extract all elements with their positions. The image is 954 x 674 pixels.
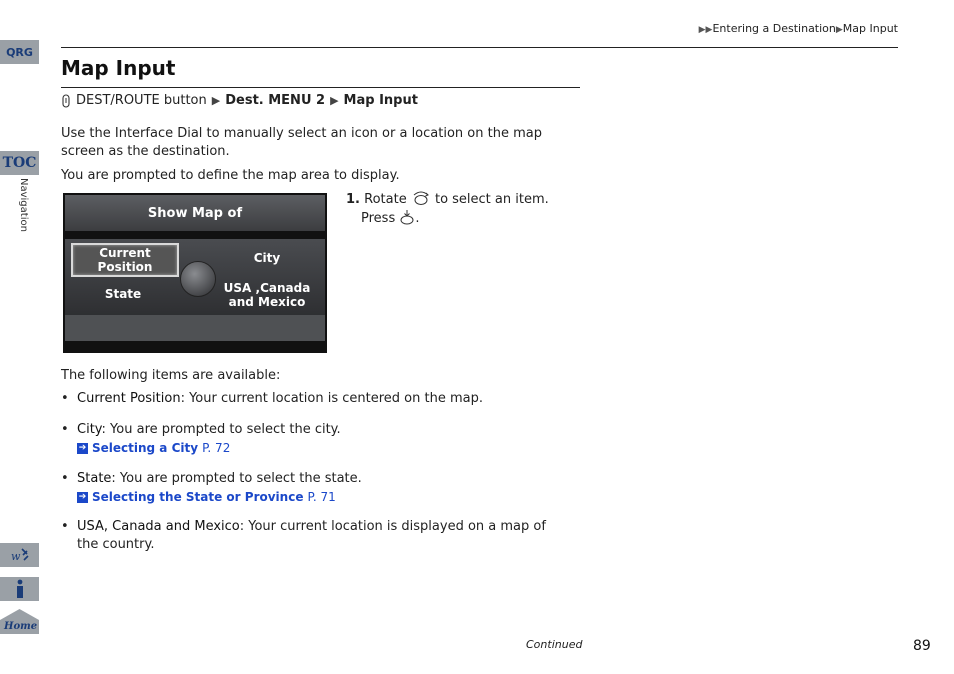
press-dial-icon (399, 209, 415, 225)
step-number: 1. (346, 192, 360, 207)
bullet-icon: • (61, 422, 69, 437)
bullet-icon: • (61, 519, 69, 534)
page-number: 89 (913, 638, 931, 654)
qrg-tab[interactable] (0, 40, 39, 64)
page-title: Map Input (61, 56, 176, 80)
rotate-post: to select an item. (434, 192, 549, 207)
menu-path (61, 93, 418, 108)
item-term: State (77, 471, 112, 486)
breadcrumb-item-map-input: Map Input (842, 22, 898, 35)
list-item (61, 421, 581, 457)
bullet-icon: • (61, 391, 69, 406)
item-desc: : Your current location is displayed on a map of the country. (77, 519, 546, 552)
rotate-pre: Rotate (364, 192, 407, 207)
items-intro: The following items are available: (61, 368, 281, 383)
intro-text: Use the Interface Dial to manually select an icon or a location on the map screen as the destination. (61, 126, 542, 159)
xref-arrow-icon: ➔ (78, 442, 87, 453)
list-item (61, 470, 581, 506)
screen-footer (65, 315, 325, 341)
item-term: City (77, 422, 102, 437)
svg-text:Home: Home (4, 621, 38, 632)
list-item (61, 518, 581, 554)
item-desc: : You are prompted to select the city. (101, 422, 341, 437)
item-term: USA, Canada and Mexico (77, 519, 240, 534)
breadcrumb-item-entering-destination[interactable]: Entering a Destination (712, 22, 836, 35)
path-arrow-icon: ▶ (211, 94, 221, 107)
screen-options-panel (65, 239, 325, 315)
item-term: Current Position (77, 391, 181, 406)
xref-label[interactable]: Selecting the State or Province (92, 490, 304, 504)
interface-dial-knob (180, 261, 216, 297)
home-tab[interactable] (0, 608, 39, 634)
option-city[interactable]: City (253, 251, 281, 265)
press-pre: Press (361, 211, 396, 226)
path-arrow-icon: ▶ (330, 94, 339, 107)
toc-tab[interactable] (0, 151, 39, 175)
option-state[interactable]: State (104, 287, 142, 301)
info-icon (13, 579, 27, 599)
path-start: DEST/ROUTE button (76, 93, 207, 108)
screen-illustration (63, 193, 327, 353)
option-current-position[interactable]: Current Position (71, 243, 179, 277)
breadcrumb-arrow-icon: ▶▶ (698, 25, 713, 35)
option-usa-line1: USA ,Canada (223, 281, 311, 295)
xref-page[interactable]: P. 71 (307, 490, 336, 504)
breadcrumb-arrow-icon: ▶ (835, 25, 843, 35)
xref-page[interactable]: P. 72 (202, 441, 231, 455)
section-label: Navigation (18, 178, 29, 232)
xref-arrow-icon: ➔ (78, 491, 87, 502)
title-rule (61, 87, 580, 88)
home-icon (0, 608, 39, 634)
xref-selecting-state[interactable] (77, 488, 581, 506)
voice-command-icon (10, 546, 30, 564)
rotate-dial-icon (411, 190, 431, 206)
toc-label: TOC (2, 155, 37, 171)
option-usa-line2: and Mexico (228, 295, 306, 309)
qrg-label: QRG (6, 45, 33, 59)
screen-header: Show Map of (65, 195, 325, 231)
svg-text:w: w (10, 550, 20, 563)
prompt-text: You are prompted to define the map area to display. (61, 168, 400, 183)
item-desc: : You are prompted to select the state. (111, 471, 362, 486)
key-icon (61, 94, 71, 108)
instruction-step (346, 190, 576, 228)
xref-label[interactable]: Selecting a City (92, 441, 199, 455)
continued-label: Continued (526, 638, 583, 651)
top-rule (61, 47, 898, 48)
path-step-dest-menu: Dest. MENU 2 (225, 93, 326, 108)
bullet-icon: • (61, 471, 69, 486)
breadcrumb (699, 22, 898, 35)
press-post: . (415, 211, 420, 226)
voice-command-tab[interactable] (0, 543, 39, 567)
path-step-map-input: Map Input (343, 93, 418, 108)
list-item (61, 390, 581, 408)
item-desc: : Your current location is centered on the map. (180, 391, 483, 406)
info-tab[interactable] (0, 577, 39, 601)
xref-selecting-city[interactable] (77, 439, 581, 457)
option-usa-canada-mexico[interactable] (215, 277, 319, 313)
